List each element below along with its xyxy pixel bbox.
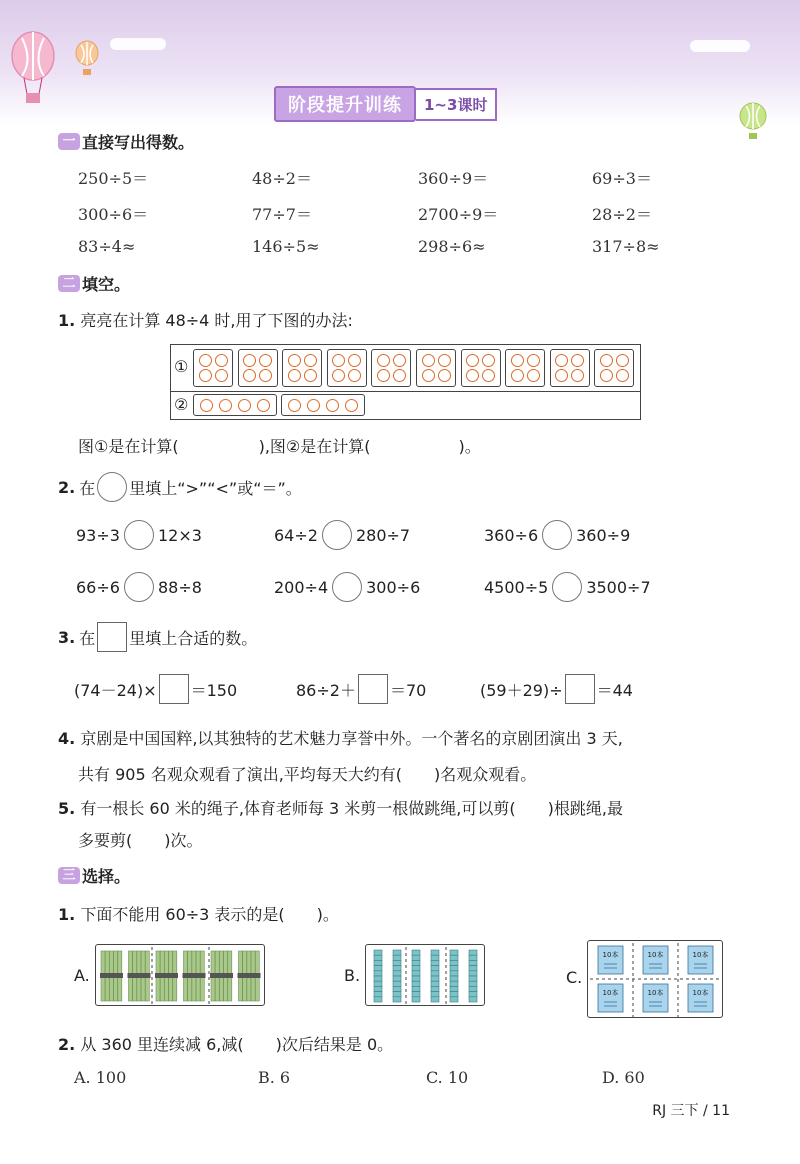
book-stack <box>643 946 668 974</box>
fill-right: ＝150 <box>190 680 238 700</box>
compare-left: 360÷6 <box>484 525 539 545</box>
cube-column <box>374 950 382 1002</box>
dot <box>332 354 345 367</box>
compare-right: 3500÷7 <box>586 577 651 597</box>
dot <box>466 354 479 367</box>
question-text: 里填上“>”“<”或“＝”。 <box>129 478 302 498</box>
cube-column <box>469 950 477 1002</box>
fill-left: (74－24)× <box>74 680 157 700</box>
dot <box>555 354 568 367</box>
dot <box>288 399 301 412</box>
dot-group-4 <box>550 349 590 387</box>
compare-right: 88÷8 <box>157 577 202 597</box>
dot <box>422 354 435 367</box>
question-text: 在 <box>79 628 96 648</box>
section-badge: 三 <box>58 867 80 884</box>
compare-blank[interactable] <box>124 520 154 550</box>
cloud-decoration <box>110 38 166 50</box>
question-number: 5. <box>58 799 76 818</box>
section-badge: 二 <box>58 275 80 292</box>
stick-bundle <box>238 951 261 1001</box>
calc-item: 77÷7＝ <box>252 205 312 224</box>
dot <box>348 369 361 382</box>
dot <box>511 369 524 382</box>
section-2-heading <box>58 272 130 295</box>
lesson-tag: 1~3课时 <box>416 88 497 121</box>
calc-item: 83÷4≈ <box>78 237 136 256</box>
compare-item <box>484 572 651 602</box>
compare-left: 66÷6 <box>76 577 120 597</box>
stick-bundle <box>210 951 233 1001</box>
compare-blank[interactable] <box>124 572 154 602</box>
dot <box>616 369 629 382</box>
compare-right: 360÷9 <box>576 525 631 545</box>
choice-option-c[interactable]: C. 10 <box>426 1068 469 1087</box>
book-label: 10本 <box>647 989 664 997</box>
dot-group-4-row <box>193 394 277 416</box>
compare-blank[interactable] <box>552 572 582 602</box>
calc-item: 28÷2＝ <box>592 205 652 224</box>
question-text: 从 360 里连续减 6,减( )次后结果是 0。 <box>80 1035 394 1054</box>
dot <box>345 399 358 412</box>
dot-group-4 <box>238 349 278 387</box>
book-stack <box>643 984 668 1012</box>
dot <box>377 354 390 367</box>
calc-item: 300÷6＝ <box>78 205 149 224</box>
compare-blank[interactable] <box>542 520 572 550</box>
book-label: 10本 <box>602 951 619 959</box>
book-label: 10本 <box>692 989 709 997</box>
answer-part: ),图②是在计算( <box>258 437 371 456</box>
dot <box>200 399 213 412</box>
calc-item: 250÷5＝ <box>78 169 149 188</box>
row-label: ② <box>174 395 189 414</box>
dot-group-4 <box>282 349 322 387</box>
section-1-heading <box>58 130 194 153</box>
question-2-1-answer <box>78 434 481 457</box>
dot-group-4 <box>461 349 501 387</box>
compare-item <box>274 520 410 550</box>
dot <box>259 369 272 382</box>
calc-item: 317÷8≈ <box>592 237 660 256</box>
question-2-3 <box>58 622 257 652</box>
dot <box>482 369 495 382</box>
dot <box>304 369 317 382</box>
dot-group-4 <box>416 349 456 387</box>
dot <box>326 399 339 412</box>
question-number: 2. <box>58 1035 76 1054</box>
question-text: 在 <box>79 478 96 498</box>
page-number: RJ 三下 / 11 <box>652 1103 730 1119</box>
square-blank-icon <box>97 622 127 652</box>
fill-item <box>296 674 426 704</box>
section-title: 直接写出得数。 <box>82 133 195 152</box>
book-stack <box>688 946 713 974</box>
dot <box>348 354 361 367</box>
dot <box>600 354 613 367</box>
dot <box>555 369 568 382</box>
dot <box>215 369 228 382</box>
section-3-heading <box>58 864 130 887</box>
cube-column <box>450 950 458 1002</box>
compare-blank[interactable] <box>322 520 352 550</box>
dot-group-4 <box>594 349 634 387</box>
stick-bundle <box>100 951 123 1001</box>
option-a-figure[interactable] <box>95 944 265 1006</box>
question-number: 1. <box>58 311 76 330</box>
calc-item: 69÷3＝ <box>592 169 652 188</box>
calc-item: 146÷5≈ <box>252 237 320 256</box>
compare-left: 200÷4 <box>274 577 329 597</box>
answer-part: )。 <box>458 437 481 456</box>
compare-item <box>76 520 202 550</box>
option-label[interactable]: B. <box>344 966 361 985</box>
question-2-4-line2: 共有 905 名观众观看了演出,平均每天大约有( )名观众观看。 <box>78 765 537 784</box>
circle-blank-icon <box>97 472 127 502</box>
dot <box>571 369 584 382</box>
compare-blank[interactable] <box>332 572 362 602</box>
book-stacks-illustration <box>588 941 724 1019</box>
title-main: 阶段提升训练 <box>274 86 416 122</box>
dot-group-4 <box>327 349 367 387</box>
cube-column <box>393 950 401 1002</box>
dot <box>600 369 613 382</box>
dot <box>243 369 256 382</box>
calc-item: 360÷9＝ <box>418 169 489 188</box>
cube-column <box>431 950 439 1002</box>
book-label: 10本 <box>602 989 619 997</box>
dot <box>616 354 629 367</box>
compare-item <box>484 520 630 550</box>
dot <box>422 369 435 382</box>
dot <box>238 399 251 412</box>
stick-bundle <box>155 951 178 1001</box>
fill-blank[interactable] <box>358 674 388 704</box>
cube-columns-illustration <box>366 945 486 1007</box>
fill-left: (59＋29)÷ <box>480 680 563 700</box>
cloud-decoration <box>690 40 750 52</box>
dot <box>259 354 272 367</box>
stick-bundle <box>128 951 151 1001</box>
compare-left: 93÷3 <box>76 525 120 545</box>
question-number: 3. <box>58 627 76 647</box>
question-text: 里填上合适的数。 <box>129 628 258 648</box>
section-badge: 一 <box>58 133 80 150</box>
dot <box>438 369 451 382</box>
hot-air-balloon-icon <box>736 102 770 142</box>
dot <box>288 369 301 382</box>
dot-group-4-row <box>281 394 365 416</box>
fill-item <box>74 674 237 704</box>
question-text: 有一根长 60 米的绳子,体育老师每 3 米剪一根做跳绳,可以剪( )根跳绳,最 <box>80 799 623 818</box>
answer-part: 图①是在计算( <box>78 437 179 456</box>
dot <box>438 354 451 367</box>
grid-divider <box>171 391 640 392</box>
compare-right: 12×3 <box>157 525 202 545</box>
dot <box>332 369 345 382</box>
book-stack <box>598 946 623 974</box>
question-2-2 <box>58 472 302 502</box>
dot <box>393 369 406 382</box>
stick-bundle <box>183 951 206 1001</box>
choice-option-b[interactable]: B. 6 <box>258 1068 291 1087</box>
option-c-figure[interactable] <box>587 940 723 1018</box>
compare-item <box>76 572 202 602</box>
book-label: 10本 <box>647 951 664 959</box>
choice-option-a[interactable]: A. 100 <box>74 1068 127 1087</box>
dot <box>199 369 212 382</box>
question-2-1 <box>58 308 353 331</box>
calc-item: 2700÷9＝ <box>418 205 499 224</box>
question-2-5-line2: 多要剪( )次。 <box>78 831 203 850</box>
calc-item: 48÷2＝ <box>252 169 312 188</box>
choice-option-d[interactable]: D. 60 <box>602 1068 645 1087</box>
section-title: 选择。 <box>82 867 131 886</box>
question-text: 下面不能用 60÷3 表示的是( )。 <box>80 905 339 924</box>
book-stack <box>598 984 623 1012</box>
dot <box>527 369 540 382</box>
calc-item: 298÷6≈ <box>418 237 486 256</box>
fill-left: 86÷2＋ <box>296 680 356 700</box>
question-number: 4. <box>58 729 76 748</box>
book-label: 10本 <box>692 951 709 959</box>
option-b-figure[interactable] <box>365 944 485 1006</box>
dot-group-4 <box>371 349 411 387</box>
dot-group-4 <box>193 349 233 387</box>
compare-right: 280÷7 <box>355 525 411 545</box>
cube-column <box>412 950 420 1002</box>
hot-air-balloon-icon <box>8 30 58 110</box>
dot <box>527 354 540 367</box>
book-stack <box>688 984 713 1012</box>
dot <box>199 354 212 367</box>
dot <box>257 399 270 412</box>
question-number: 2. <box>58 477 76 497</box>
dot <box>511 354 524 367</box>
compare-left: 64÷2 <box>274 525 318 545</box>
dot <box>243 354 256 367</box>
question-3-1 <box>58 902 339 925</box>
dot <box>219 399 232 412</box>
fill-right: ＝44 <box>596 680 633 700</box>
dot <box>304 354 317 367</box>
dot <box>288 354 301 367</box>
question-3-2 <box>58 1032 393 1055</box>
compare-item <box>274 572 420 602</box>
fill-item <box>480 674 633 704</box>
dot <box>215 354 228 367</box>
section-title: 填空。 <box>82 275 131 294</box>
dot <box>482 354 495 367</box>
fill-blank[interactable] <box>565 674 595 704</box>
fill-right: ＝70 <box>389 680 427 700</box>
dot <box>466 369 479 382</box>
dot <box>571 354 584 367</box>
row-label: ① <box>174 357 189 376</box>
question-2-5 <box>58 796 623 819</box>
dot <box>393 354 406 367</box>
question-text: 亮亮在计算 48÷4 时,用了下图的办法: <box>80 311 353 330</box>
question-2-4 <box>58 726 623 749</box>
dot-group-4 <box>505 349 545 387</box>
option-label[interactable]: C. <box>566 968 583 987</box>
dot <box>377 369 390 382</box>
hot-air-balloon-icon <box>72 40 102 80</box>
question-text: 京剧是中国国粹,以其独特的艺术魅力享誉中外。一个著名的京剧团演出 3 天, <box>80 729 623 748</box>
question-number: 1. <box>58 905 76 924</box>
dot <box>307 399 320 412</box>
page-title <box>274 86 497 122</box>
compare-right: 300÷6 <box>366 577 421 597</box>
dot-grid-figure <box>170 344 641 420</box>
fill-blank[interactable] <box>159 674 189 704</box>
stick-bundles-illustration <box>96 945 266 1007</box>
compare-left: 4500÷5 <box>484 577 549 597</box>
option-label[interactable]: A. <box>74 966 90 985</box>
